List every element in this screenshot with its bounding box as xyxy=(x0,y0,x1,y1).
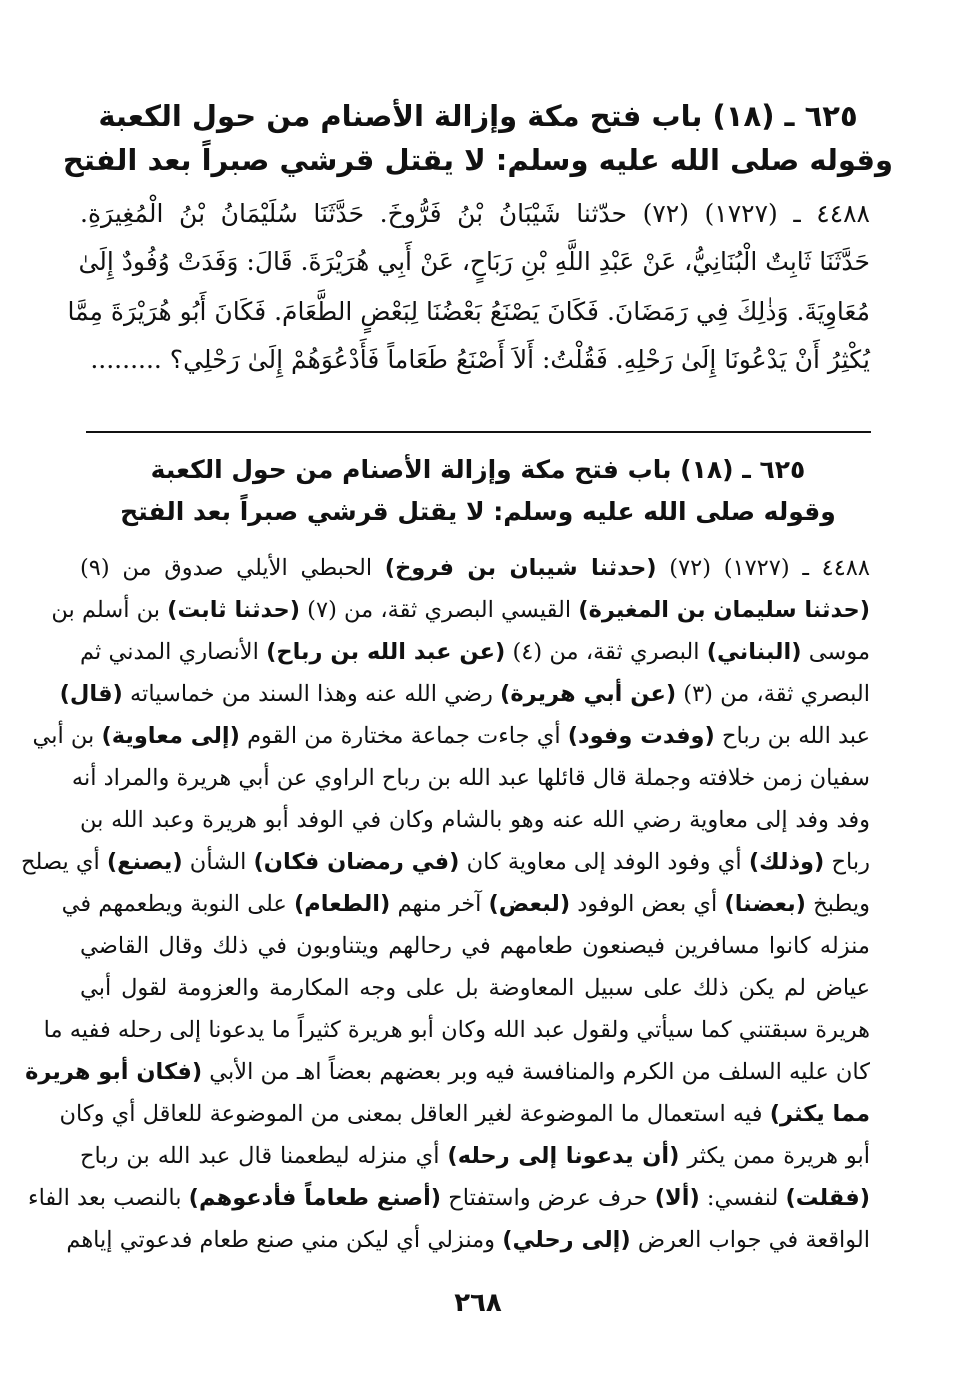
commentary-line-3: موسى (البناني) البصري ثقة، من (٤) (عن عبد الله بن رباح) الأنصاري المدني ثم xyxy=(80,639,871,665)
hadith-line-1: ٤٤٨٨ ـ (١٧٢٧) (٧٢) حدّثنا شَيْبَانُ بْنُ فَرُّوخَ. حَدَّثَنَا سُلَيْمَانُ بْنُ الْمُغِيرَةِ. xyxy=(80,199,870,228)
page-number: ٢٦٨ xyxy=(454,1288,502,1318)
commentary-line-9: ويطبخ (بعضنا) أي بعض الوفود (لبعض) آخر منهم (الطعام) على النوبة ويطعمهم في xyxy=(61,891,870,917)
commentary-line-15: أبو هريرة ممن يكثر (أن يدعونا إلى رحله) أي منزله ليطعمنا قال عبد الله بن رباح xyxy=(80,1143,870,1169)
commentary-line-14: مما يكثر) فيه استعمال ما الموضوعة لغير العاقل بمعنى من الموضوعة للعاقل أي وكان xyxy=(59,1101,870,1127)
commentary-line-1: ٤٤٨٨ ـ (١٧٢٧) (٧٢) (حدثنا شيبان بن فروخ) الحبطي الأيلي صدوق من (٩) xyxy=(80,555,870,581)
chapter-title-top-line1: ٦٢٥ ـ (١٨) باب فتح مكة وإزالة الأصنام من حول الكعبة xyxy=(98,99,858,133)
hadith-line-3: مُعَاوِيَةَ. وَذٰلِكَ فِي رَمَضَانَ. فَكَانَ يَصْنَعُ بَعْضُنَا لِبَعْضٍ الطَّعَامَ. فَكَانَ أَبُو هُرَيْرَةَ مِمَّا xyxy=(67,297,870,326)
section-divider xyxy=(86,431,871,433)
commentary-line-12: هريرة سبقتني كما سيأتي ولقول عبد الله وكان أبو هريرة كثيراً ما يدعونا إلى رحله ففيه ما xyxy=(43,1017,870,1043)
commentary-line-2: (حدثنا سليمان بن المغيرة) القيسي البصري ثقة، من (٧) (حدثنا ثابت) بن أسلم بن xyxy=(51,597,870,623)
commentary-line-5: عبد الله بن رباح (وفدت وفود) أي جاءت جماعة مختارة من القوم (إلى معاوية) بن أبي xyxy=(32,723,870,749)
commentary-line-7: وفد وفد إلى معاوية رضي الله عنه وهو بالشام وكان في الوفد أبو هريرة وعبد الله بن xyxy=(80,807,870,833)
commentary-line-17: الواقعة في جواب العرض (إلى رحلي) ومنزلي أي ليكن مني صنع طعام فدعوتي إياهم xyxy=(66,1227,870,1253)
commentary-line-13: كان عليه السلف من الكرم والمنافسة فيه وبر بعضهم بعضاً اهـ من الأبي (فكان أبو هريرة xyxy=(25,1059,870,1085)
commentary-line-16: (فقلت) لنفسي: (ألا) حرف عرض واستفتاح (أصنع طعاماً فأدعوهم) بالنصب بعد الفاء xyxy=(27,1185,870,1211)
chapter-title-bottom-line1: ٦٢٥ ـ (١٨) باب فتح مكة وإزالة الأصنام من حول الكعبة xyxy=(150,455,806,484)
commentary-line-11: عياض لم يكن ذلك على سبيل المعاوضة بل على وجه المكارمة والعزومة لقول أبي xyxy=(80,975,870,1001)
commentary-line-8: رباح (وذلك) أي وفود الوفد إلى معاوية كان (في رمضان فكان) الشأن (يصنع) أي يصلح xyxy=(20,849,870,875)
commentary-line-4: البصري ثقة، من (٣) (عن أبي هريرة) رضي الله عنه وهذا السند من خماسياته (قال) xyxy=(59,681,870,707)
commentary-line-10: منزله كانوا مسافرين فيصنعون طعامهم في رحالهم ويتناوبون في ذلك وقال القاضي xyxy=(80,933,870,959)
hadith-line-4: يُكْثِرُ أَنْ يَدْعُونَا إِلَىٰ رَحْلِهِ. فَقُلْتُ: أَلاَ أَصْنَعُ طَعَاماً فَأَدْعُوَهُمْ إِلَىٰ رَحْلِي؟ ......... xyxy=(90,345,870,374)
chapter-title-bottom-line2: وقوله صلى الله عليه وسلم: لا يقتل قرشي صبراً بعد الفتح xyxy=(120,497,836,526)
commentary-line-6: سفيان زمن خلافته وجملة قال قائلها عبد الله بن رباح الراوي عن أبي هريرة والمراد أنه xyxy=(71,765,870,791)
chapter-title-top-line2: وقوله صلى الله عليه وسلم: لا يقتل قرشي صبراً بعد الفتح xyxy=(62,143,894,177)
hadith-line-2: حَدَّثَنَا ثَابِتٌ الْبُنَانِيُّ، عَنْ عَبْدِ اللَّهِ بْنِ رَبَاحٍ، عَنْ أَبِي هُرَيْرَةَ. قَالَ: وَفَدَتْ وُفُودٌ إِلَىٰ xyxy=(78,247,870,276)
